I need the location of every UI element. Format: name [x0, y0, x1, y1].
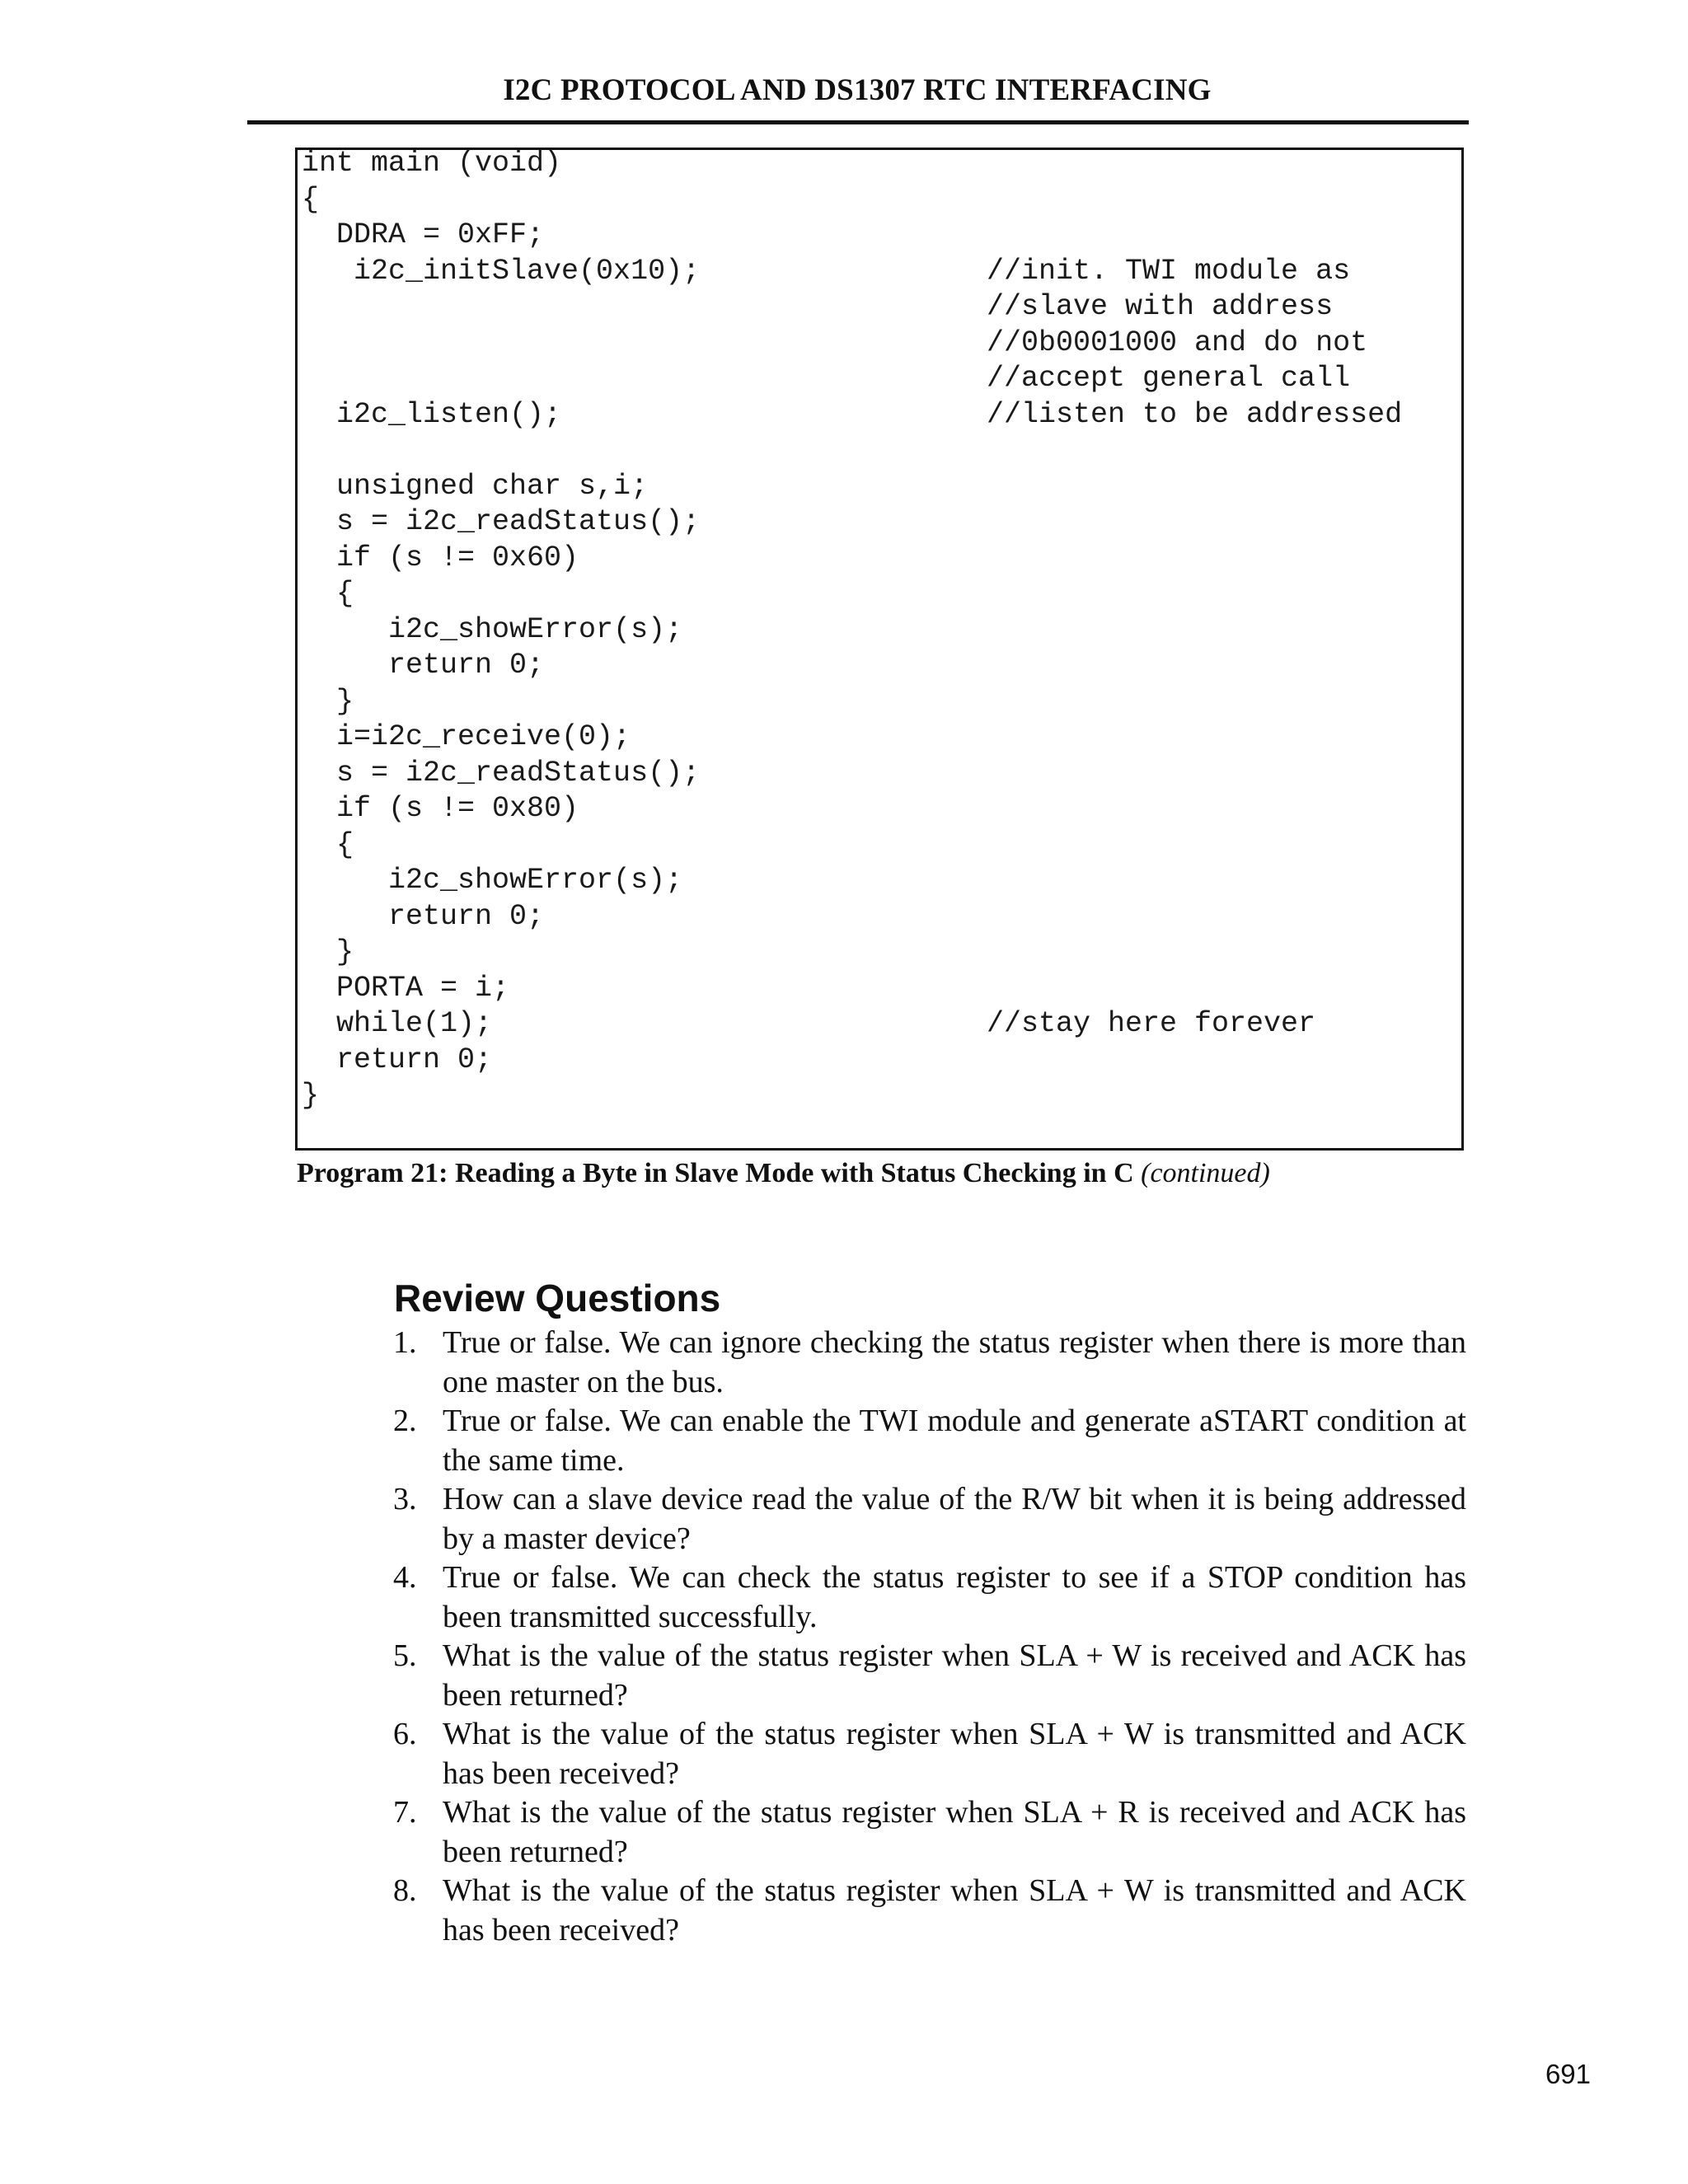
code-comment: //stay here forever	[987, 1007, 1316, 1040]
code-line: {	[302, 827, 354, 861]
question-text: What is the value of the status register when SLA + R is received and ACK has been returned?	[443, 1795, 1466, 1869]
question-number: 2.	[393, 1404, 417, 1438]
review-question	[391, 1793, 1466, 1872]
code-comment: //0b0001000 and do not	[987, 326, 1368, 359]
code-comment: //slave with address	[987, 290, 1334, 323]
question-number: 7.	[393, 1795, 417, 1830]
review-question	[391, 1558, 1466, 1637]
running-header-title: I2C PROTOCOL AND DS1307 RTC INTERFACING	[503, 73, 1212, 107]
code-line: return 0;	[302, 899, 545, 933]
review-questions-heading: Review Questions	[394, 1277, 721, 1319]
code-line: PORTA = i;	[302, 971, 510, 1005]
code-line: unsigned char s,i;	[302, 469, 649, 503]
code-comment: //accept general call	[987, 362, 1351, 395]
caption-continued: (continued)	[1141, 1158, 1270, 1188]
code-line: i=i2c_receive(0);	[302, 720, 631, 753]
review-questions-list	[391, 1324, 1466, 1950]
question-text: What is the value of the status register when SLA + W is transmitted and ACK has been received?	[443, 1873, 1466, 1947]
code-listing	[295, 148, 1464, 1151]
program-caption	[297, 1155, 1467, 1192]
code-line: return 0;	[302, 649, 545, 682]
code-line: i2c_initSlave(0x10);	[302, 254, 701, 288]
code-comment: //listen to be addressed	[987, 397, 1403, 431]
question-text: True or false. We can check the status register to see if a STOP condition has been transmitted successfully.	[443, 1560, 1466, 1634]
question-number: 5.	[393, 1638, 417, 1673]
code-line: i2c_listen();	[302, 397, 562, 431]
code-line: s = i2c_readStatus();	[302, 756, 701, 790]
code-line: }	[302, 1079, 320, 1112]
question-text: What is the value of the status register when SLA + W is received and ACK has been returned?	[443, 1638, 1466, 1713]
question-text: What is the value of the status register when SLA + W is transmitted and ACK has been received?	[443, 1717, 1466, 1791]
code-line: }	[302, 935, 354, 968]
question-text: True or false. We can ignore checking the status register when there is more than one master on the bus.	[443, 1325, 1466, 1399]
review-question	[391, 1324, 1466, 1402]
code-line: }	[302, 684, 354, 718]
question-text: How can a slave device read the value of the R/W bit when it is being addressed by a master device?	[443, 1482, 1466, 1556]
code-line: if (s != 0x80)	[302, 792, 579, 825]
question-number: 6.	[393, 1717, 417, 1751]
caption-title: Program 21: Reading a Byte in Slave Mode with Status Checking in C	[297, 1158, 1134, 1188]
review-question	[391, 1402, 1466, 1480]
question-number: 1.	[393, 1325, 417, 1360]
question-number: 8.	[393, 1873, 417, 1908]
question-number: 4.	[393, 1560, 417, 1595]
code-line: int main (void)	[302, 147, 562, 180]
code-line: i2c_showError(s);	[302, 864, 683, 897]
code-line: while(1);	[302, 1007, 493, 1040]
question-number: 3.	[393, 1482, 417, 1516]
review-question	[391, 1715, 1466, 1793]
code-line: i2c_showError(s);	[302, 612, 683, 646]
code-line: s = i2c_readStatus();	[302, 505, 701, 538]
review-question	[391, 1637, 1466, 1715]
page-number: 691	[1545, 2059, 1591, 2089]
code-line: {	[302, 577, 354, 610]
header-rule	[247, 120, 1469, 124]
code-line: DDRA = 0xFF;	[302, 218, 545, 251]
question-text: True or false. We can enable the TWI module and generate aSTART condition at the same time.	[443, 1404, 1466, 1478]
review-question	[391, 1480, 1466, 1558]
review-question	[391, 1872, 1466, 1950]
code-comment: //init. TWI module as	[987, 254, 1351, 288]
code-line: {	[302, 182, 320, 216]
code-line: if (s != 0x60)	[302, 541, 579, 574]
code-line: return 0;	[302, 1043, 493, 1076]
